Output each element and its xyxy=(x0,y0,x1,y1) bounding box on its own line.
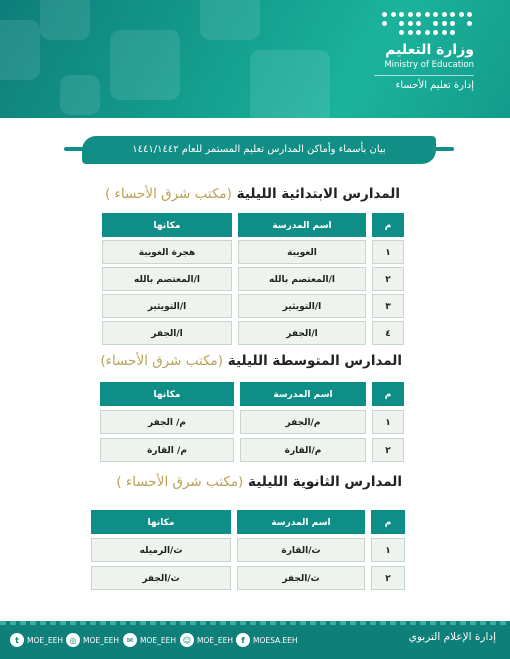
social-link-facebook[interactable] xyxy=(236,632,298,648)
col-header-school-name: اسم المدرسة xyxy=(237,510,365,534)
social-link-twitter[interactable] xyxy=(10,632,63,648)
logo-dot xyxy=(408,21,413,26)
cell-number: ١ xyxy=(372,410,404,434)
social-handle: MOE_EEH xyxy=(83,635,119,645)
cell-location: ا/التويثير xyxy=(102,294,232,318)
cell-location: م/ القارة xyxy=(100,438,234,462)
logo-dot xyxy=(399,12,404,17)
social-handle: MOE_EEH xyxy=(27,635,63,645)
facebook-icon: f xyxy=(236,633,250,647)
col-header-number: م xyxy=(372,382,404,406)
logo-dot xyxy=(408,12,413,17)
logo-dot xyxy=(416,21,421,26)
cell-number: ١ xyxy=(372,240,404,264)
cell-location: م/ الجفر xyxy=(100,410,234,434)
social-link-instagram[interactable] xyxy=(66,632,119,648)
logo-dot xyxy=(450,12,455,17)
logo-dot xyxy=(442,12,447,17)
cell-school-name: ث/الجفر xyxy=(237,566,365,590)
section-heading-text: المدارس الابتدائية الليلية xyxy=(236,186,400,202)
col-header-location: مكانها xyxy=(100,382,234,406)
cell-number: ٢ xyxy=(372,438,404,462)
cell-location: ث/الرميله xyxy=(91,538,231,562)
section-office: (مكتب شرق الأحساء ) xyxy=(104,186,232,202)
table-row xyxy=(98,438,408,462)
logo-dot xyxy=(433,30,438,35)
cell-school-name: ا/التويثير xyxy=(238,294,366,318)
ministry-logo xyxy=(374,10,474,91)
title-ribbon xyxy=(64,133,454,167)
logo-dot xyxy=(382,21,387,26)
logo-dot xyxy=(416,12,421,17)
logo-dot xyxy=(433,21,438,26)
col-header-school-name: اسم المدرسة xyxy=(238,213,366,237)
footer-department: إدارة الإعلام التربوي xyxy=(408,631,496,643)
col-header-location: مكانها xyxy=(91,510,231,534)
cell-location: ث/الجفر xyxy=(91,566,231,590)
section-heading xyxy=(116,474,402,490)
cell-school-name: م/القارة xyxy=(240,438,366,462)
logo-dot xyxy=(459,12,464,17)
table-row xyxy=(100,321,406,345)
cell-school-name: م/الجفر xyxy=(240,410,366,434)
col-header-school-name: اسم المدرسة xyxy=(240,382,366,406)
social-handle: MOE_EEH xyxy=(197,635,233,645)
decor-square xyxy=(40,0,90,40)
logo-dot xyxy=(416,30,421,35)
section-office: (مكتب شرق الأحساء ) xyxy=(116,474,244,490)
cell-number: ٢ xyxy=(372,267,404,291)
col-header-number: م xyxy=(372,213,404,237)
logo-dot xyxy=(382,12,387,17)
section-heading xyxy=(105,186,400,202)
department-name: إدارة تعليم الأحساء xyxy=(395,80,474,91)
table-row xyxy=(100,294,406,318)
cell-location: هجرة الغويبة xyxy=(102,240,232,264)
snapchat-icon: ☺ xyxy=(180,633,194,647)
social-link-snapchat[interactable] xyxy=(123,632,176,648)
section-heading-text: المدارس الثانوية الليلية xyxy=(248,474,402,490)
cell-number: ٢ xyxy=(371,566,405,590)
table-row xyxy=(98,410,408,434)
decor-square xyxy=(60,75,100,115)
decor-square xyxy=(0,20,40,80)
decor-square xyxy=(250,50,330,118)
logo-dot xyxy=(408,30,413,35)
logo-dot xyxy=(391,12,396,17)
social-handle: MOE_EEH xyxy=(140,635,176,645)
cell-school-name: ا/الجفر xyxy=(238,321,366,345)
section-heading xyxy=(100,353,402,369)
decor-square xyxy=(110,30,180,100)
table-row xyxy=(100,240,406,264)
page-footer xyxy=(0,621,510,659)
cell-location: ا/المعتصم بالله xyxy=(102,267,232,291)
logo-dot xyxy=(442,30,447,35)
logo-dot xyxy=(450,30,455,35)
social-link-snapchat[interactable] xyxy=(180,632,233,648)
col-header-location: مكانها xyxy=(102,213,232,237)
section-heading-text: المدارس المتوسطة الليلية xyxy=(227,353,402,369)
logo-dot xyxy=(399,21,404,26)
table-header-row xyxy=(100,213,406,237)
logo-dot xyxy=(450,21,455,26)
logo-dot xyxy=(442,21,447,26)
table-row xyxy=(89,538,407,562)
col-header-number: م xyxy=(371,510,405,534)
section-office: (مكتب شرق الأحساء) xyxy=(100,353,224,369)
table-row xyxy=(100,267,406,291)
cell-location: ا/الجفر xyxy=(102,321,232,345)
cell-number: ١ xyxy=(371,538,405,562)
table-row xyxy=(89,566,407,590)
page-header xyxy=(0,0,510,118)
cell-number: ٤ xyxy=(372,321,404,345)
logo-divider xyxy=(374,75,474,76)
ministry-name-en: Ministry of Education xyxy=(384,60,474,70)
snapchat-icon: ✉ xyxy=(123,633,137,647)
table-header-row xyxy=(89,510,407,534)
logo-dot xyxy=(433,12,438,17)
decor-square xyxy=(200,0,260,40)
cell-school-name: ا/المعتصم بالله xyxy=(238,267,366,291)
cell-school-name: ث/القارة xyxy=(237,538,365,562)
logo-dot xyxy=(425,30,430,35)
ministry-name-ar: وزارة التعليم xyxy=(385,42,474,58)
table-header-row xyxy=(98,382,408,406)
footer-stripe xyxy=(0,621,510,625)
twitter-icon: t xyxy=(10,633,24,647)
logo-dot xyxy=(467,12,472,17)
logo-dots-icon xyxy=(382,10,474,40)
logo-dot xyxy=(399,30,404,35)
logo-dot xyxy=(425,12,430,17)
cell-number: ٣ xyxy=(372,294,404,318)
instagram-icon: ◎ xyxy=(66,633,80,647)
cell-school-name: الغويبة xyxy=(238,240,366,264)
page-title: بيان بأسماء وأماكن المدارس تعليم المستمر للعام ١٤٤١/١٤٤٢ xyxy=(132,144,386,155)
social-handle: MOESA.EEH xyxy=(253,635,298,645)
logo-dot xyxy=(467,21,472,26)
